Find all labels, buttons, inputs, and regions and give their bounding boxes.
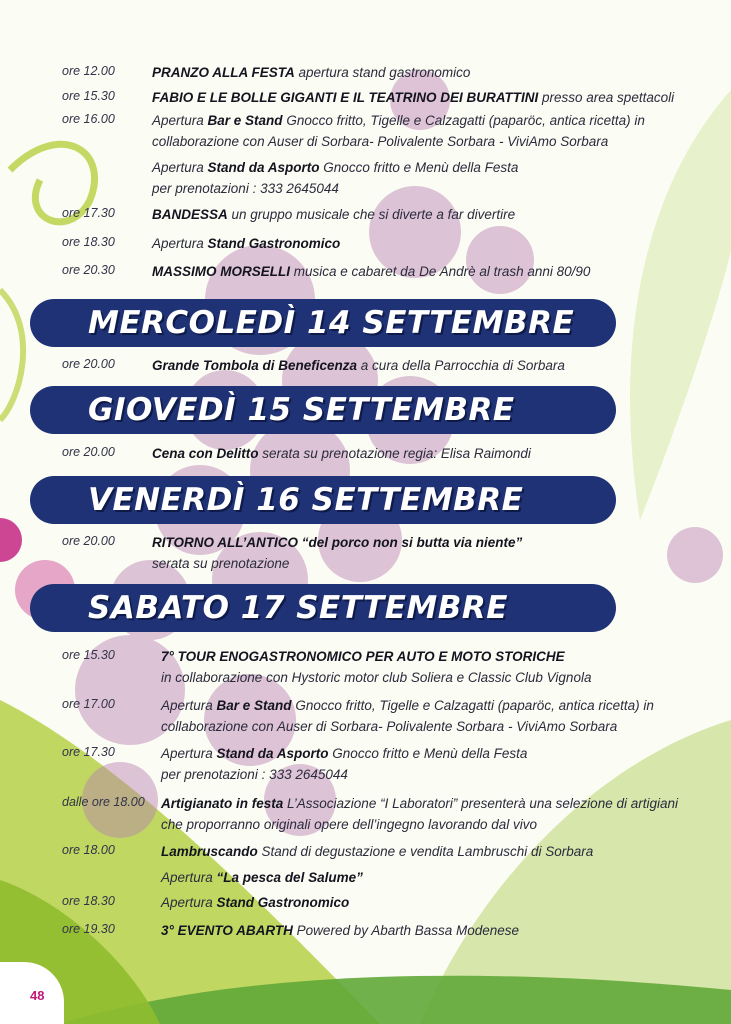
event-highlight: Bar e Stand	[207, 113, 283, 128]
event-description-line	[161, 764, 348, 785]
event-description-line	[152, 233, 340, 254]
event-highlight: Cena con Delitto	[152, 446, 259, 461]
event-text: Apertura	[161, 698, 217, 713]
event-text: Gnocco fritto e Menù della Festa	[319, 160, 519, 175]
event-text: Apertura	[152, 160, 208, 175]
event-time: ore 15.30	[62, 89, 115, 103]
event-description-line	[161, 646, 565, 667]
event-description-line	[152, 261, 590, 282]
day-banner	[30, 476, 616, 524]
event-text: Gnocco fritto, Tigelle e Calzagatti (paparöc, antica ricetta) in	[282, 113, 645, 128]
event-highlight: Stand da Asporto	[207, 160, 320, 175]
event-text: serata su prenotazione regia: Elisa Raimondi	[258, 446, 531, 461]
event-text: un gruppo musicale che si diverte a far divertire	[227, 207, 516, 222]
event-description-line	[161, 814, 537, 835]
event-text: Powered by Abarth Bassa Modenese	[292, 923, 520, 938]
event-highlight: Lambruscando	[161, 844, 258, 859]
event-time: ore 17.30	[62, 206, 115, 220]
day-banner	[30, 584, 616, 632]
event-time: ore 17.30	[62, 745, 115, 759]
event-text: Apertura	[152, 236, 208, 251]
event-text: Apertura	[161, 870, 217, 885]
event-text: per prenotazioni : 333 2645044	[161, 767, 348, 782]
event-highlight: Grande Tombola di Beneficenza	[152, 358, 358, 373]
event-highlight: Stand da Asporto	[216, 746, 329, 761]
event-description-line	[152, 443, 531, 464]
event-time: ore 12.00	[62, 64, 115, 78]
event-highlight: RITORNO ALL’ANTICO “del porco non si butta via niente”	[152, 535, 523, 550]
event-highlight: 3° EVENTO ABARTH	[161, 923, 293, 938]
event-time: ore 18.30	[62, 894, 115, 908]
event-time: ore 20.00	[62, 534, 115, 548]
event-time: dalle ore 18.00	[62, 795, 145, 809]
event-description-line	[152, 87, 674, 108]
event-highlight: Bar e Stand	[216, 698, 292, 713]
event-description-line	[152, 157, 518, 178]
event-highlight: 7° TOUR ENOGASTRONOMICO PER AUTO E MOTO STORICHE	[161, 649, 565, 664]
event-description-line	[161, 743, 527, 764]
event-text: in collaborazione con Hystoric motor club Soliera e Classic Club Vignola	[161, 670, 592, 685]
event-time: ore 19.30	[62, 922, 115, 936]
event-text: serata su prenotazione	[152, 556, 290, 571]
event-highlight: MASSIMO MORSELLI	[152, 264, 290, 279]
event-text: per prenotazioni : 333 2645044	[152, 181, 339, 196]
event-description-line	[152, 355, 565, 376]
event-text: Gnocco fritto e Menù della Festa	[328, 746, 528, 761]
event-text: collaborazione con Auser di Sorbara- Polivalente Sorbara - ViviAmo Sorbara	[161, 719, 618, 734]
event-description-line	[161, 667, 591, 688]
event-description-line	[152, 131, 608, 152]
day-banner	[30, 386, 616, 434]
event-description-line	[161, 793, 678, 814]
event-description-line	[161, 841, 593, 862]
day-title: SABATO 17 SETTEMBRE	[88, 590, 508, 626]
day-title: VENERDÌ 16 SETTEMBRE	[88, 482, 524, 518]
event-description-line	[161, 867, 363, 888]
event-description-line	[161, 892, 349, 913]
event-description-line	[152, 204, 515, 225]
event-text: musica e cabaret da De Andrè al trash anni 80/90	[290, 264, 591, 279]
event-text: presso area spettacoli	[538, 90, 675, 105]
event-highlight: BANDESSA	[152, 207, 228, 222]
day-banner	[30, 299, 616, 347]
event-description-line	[152, 532, 522, 553]
event-text: Apertura	[161, 895, 217, 910]
event-description-line	[161, 695, 654, 716]
event-highlight: Stand Gastronomico	[207, 236, 341, 251]
event-text: Gnocco fritto, Tigelle e Calzagatti (paparöc, antica ricetta) in	[291, 698, 654, 713]
page-number: 48	[30, 988, 45, 1003]
event-time: ore 18.30	[62, 235, 115, 249]
event-time: ore 20.00	[62, 357, 115, 371]
event-time: ore 16.00	[62, 112, 115, 126]
event-text: L’Associazione “I Laboratori” presenterà una selezione di artigiani	[283, 796, 678, 811]
event-highlight: Stand Gastronomico	[216, 895, 350, 910]
event-highlight: FABIO E LE BOLLE GIGANTI E IL TEATRINO DEI BURATTINI	[152, 90, 539, 105]
event-description-line	[152, 110, 645, 131]
event-text: che proporranno originali opere dell’ingegno lavorando dal vivo	[161, 817, 538, 832]
event-description-line	[152, 178, 339, 199]
event-text: Stand di degustazione e vendita Lambruschi di Sorbara	[257, 844, 594, 859]
event-text: collaborazione con Auser di Sorbara- Polivalente Sorbara - ViviAmo Sorbara	[152, 134, 609, 149]
event-description-line	[161, 716, 617, 737]
event-text: apertura stand gastronomico	[294, 65, 471, 80]
event-time: ore 17.00	[62, 697, 115, 711]
event-text: Apertura	[152, 113, 208, 128]
event-time: ore 20.30	[62, 263, 115, 277]
day-title: GIOVEDÌ 15 SETTEMBRE	[88, 392, 515, 428]
event-highlight: PRANZO ALLA FESTA	[152, 65, 295, 80]
event-description-line	[161, 920, 519, 941]
event-description-line	[152, 553, 289, 574]
event-time: ore 18.00	[62, 843, 115, 857]
event-time: ore 20.00	[62, 445, 115, 459]
event-text: Apertura	[161, 746, 217, 761]
event-time: ore 15.30	[62, 648, 115, 662]
day-title: MERCOLEDÌ 14 SETTEMBRE	[88, 305, 575, 341]
event-text: a cura della Parrocchia di Sorbara	[357, 358, 565, 373]
event-highlight: Artigianato in festa	[161, 796, 284, 811]
event-description-line	[152, 62, 470, 83]
event-highlight: “La pesca del Salume”	[216, 870, 363, 885]
